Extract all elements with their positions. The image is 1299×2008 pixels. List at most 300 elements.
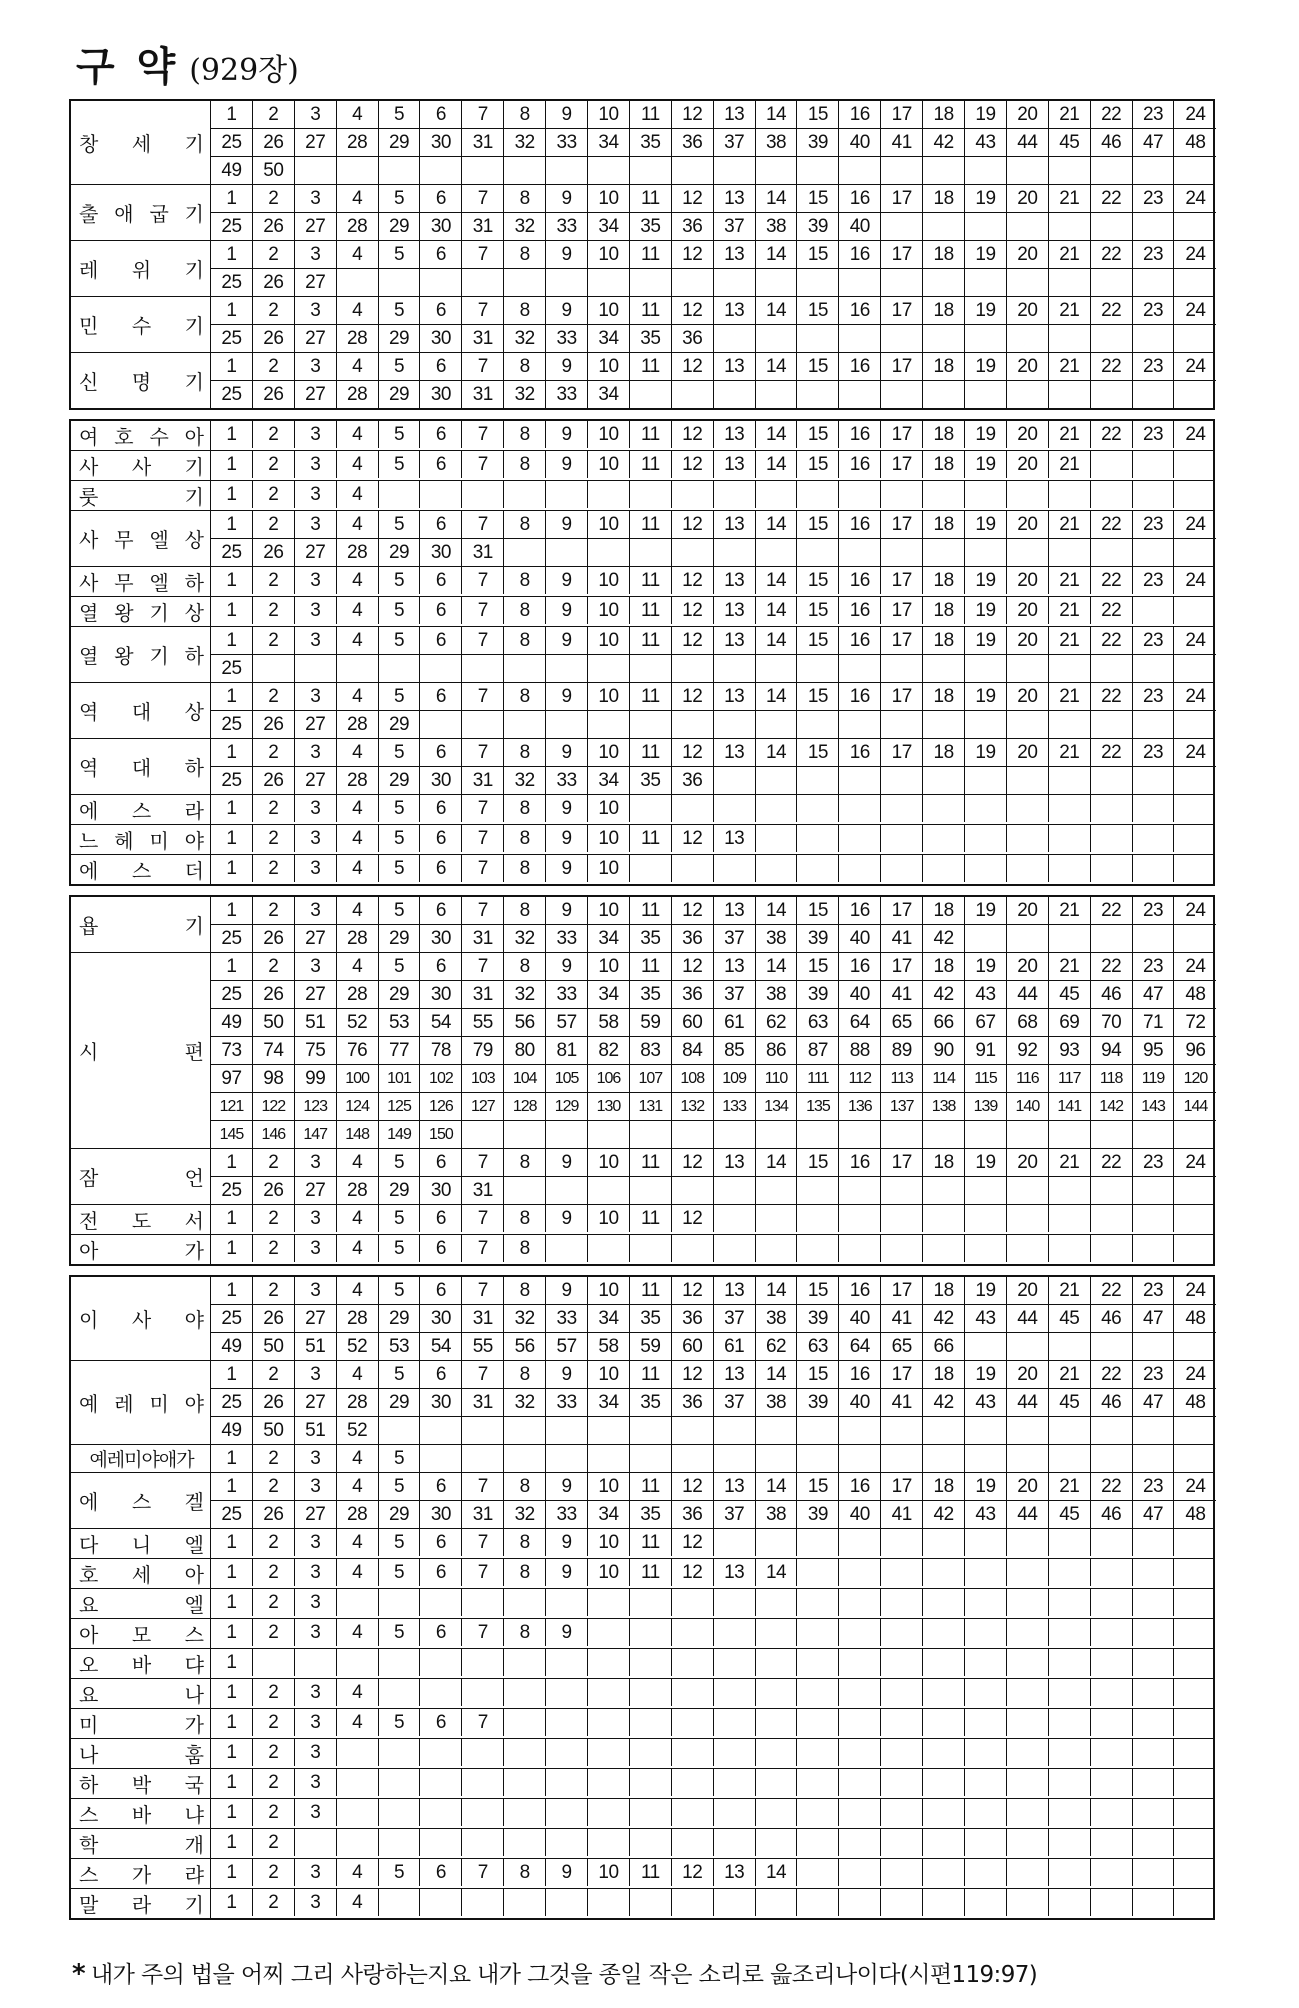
chapter-cell: 21 bbox=[1049, 567, 1091, 594]
chapter-cell: 10 bbox=[588, 825, 630, 852]
empty-cell bbox=[1049, 381, 1091, 408]
chapter-cell: 4 bbox=[337, 1473, 379, 1500]
chapter-cell: 11 bbox=[630, 825, 672, 852]
empty-cell bbox=[965, 655, 1007, 682]
empty-cell bbox=[462, 1799, 504, 1826]
chapter-cell: 28 bbox=[337, 711, 379, 738]
chapter-cell: 29 bbox=[379, 1501, 421, 1528]
empty-cell bbox=[965, 213, 1007, 240]
empty-cell bbox=[1049, 1559, 1091, 1586]
chapter-cell: 28 bbox=[337, 381, 379, 408]
book-name: 요 나 bbox=[71, 1679, 211, 1708]
chapter-cell: 7 bbox=[462, 1235, 504, 1262]
chapter-cell: 18 bbox=[923, 683, 965, 710]
chapter-cell: 41 bbox=[881, 1389, 923, 1416]
chapter-cell: 5 bbox=[379, 185, 421, 212]
chapter-cell: 4 bbox=[337, 1361, 379, 1388]
empty-cell bbox=[672, 1589, 714, 1616]
empty-cell bbox=[420, 1739, 462, 1766]
empty-cell bbox=[1174, 767, 1216, 794]
chapter-cell: 6 bbox=[420, 101, 462, 128]
empty-cell bbox=[1133, 1333, 1175, 1360]
empty-cell bbox=[672, 1829, 714, 1856]
chapter-cell: 28 bbox=[337, 1305, 379, 1332]
chapter-cell: 28 bbox=[337, 1389, 379, 1416]
chapter-cell: 10 bbox=[588, 421, 630, 448]
chapter-cell: 10 bbox=[588, 353, 630, 380]
chapter-cell: 22 bbox=[1091, 185, 1133, 212]
empty-cell bbox=[504, 1649, 546, 1676]
empty-cell bbox=[1049, 1333, 1091, 1360]
chapter-cell: 27 bbox=[295, 1305, 337, 1332]
chapter-cell: 30 bbox=[420, 1305, 462, 1332]
empty-cell bbox=[588, 1799, 630, 1826]
chapter-cell: 33 bbox=[546, 213, 588, 240]
chapter-cell: 8 bbox=[504, 1559, 546, 1586]
chapter-cell: 10 bbox=[588, 1277, 630, 1304]
empty-cell bbox=[881, 1709, 923, 1736]
chapter-cell: 2 bbox=[253, 1235, 295, 1262]
empty-cell bbox=[756, 481, 798, 508]
empty-cell bbox=[1133, 1205, 1175, 1232]
empty-cell bbox=[546, 1829, 588, 1856]
chapter-cell: 125 bbox=[379, 1093, 421, 1120]
chapter-cell: 22 bbox=[1091, 241, 1133, 268]
chapter-cell: 1 bbox=[211, 185, 253, 212]
empty-cell bbox=[630, 795, 672, 822]
chapter-cell: 20 bbox=[1007, 627, 1049, 654]
empty-cell bbox=[546, 1235, 588, 1262]
empty-cell bbox=[965, 1859, 1007, 1886]
chapter-cell: 23 bbox=[1133, 683, 1175, 710]
chapter-cell: 1 bbox=[211, 1205, 253, 1232]
chapter-cell: 30 bbox=[420, 325, 462, 352]
empty-cell bbox=[797, 711, 839, 738]
empty-cell bbox=[756, 1121, 798, 1148]
empty-cell bbox=[1007, 925, 1049, 952]
empty-cell bbox=[756, 1589, 798, 1616]
empty-cell bbox=[1133, 1829, 1175, 1856]
chapter-cell: 3 bbox=[295, 1235, 337, 1262]
chapter-cell: 33 bbox=[546, 381, 588, 408]
chapter-cell: 9 bbox=[546, 297, 588, 324]
empty-cell bbox=[1133, 655, 1175, 682]
empty-cell bbox=[756, 381, 798, 408]
chapter-cell: 11 bbox=[630, 511, 672, 538]
chapter-cell: 7 bbox=[462, 597, 504, 624]
chapter-cell: 6 bbox=[420, 795, 462, 822]
empty-cell bbox=[797, 1679, 839, 1706]
chapter-cell: 44 bbox=[1007, 1305, 1049, 1332]
chapter-cell: 38 bbox=[756, 925, 798, 952]
empty-cell bbox=[923, 539, 965, 566]
chapter-cell: 1 bbox=[211, 1799, 253, 1826]
chapter-cell: 1 bbox=[211, 1679, 253, 1706]
empty-cell bbox=[923, 1235, 965, 1262]
chapter-cell: 93 bbox=[1049, 1037, 1091, 1064]
empty-cell bbox=[1049, 157, 1091, 184]
chapter-cell: 11 bbox=[630, 297, 672, 324]
empty-cell bbox=[881, 1649, 923, 1676]
chapter-cell: 20 bbox=[1007, 739, 1049, 766]
empty-cell bbox=[839, 1445, 881, 1472]
chapter-cell: 37 bbox=[714, 129, 756, 156]
chapter-cell: 8 bbox=[504, 739, 546, 766]
empty-cell bbox=[379, 1799, 421, 1826]
empty-cell bbox=[881, 1121, 923, 1148]
chapter-cell: 19 bbox=[965, 1473, 1007, 1500]
chapter-cell: 4 bbox=[337, 597, 379, 624]
empty-cell bbox=[714, 1769, 756, 1796]
chapter-cell: 31 bbox=[462, 767, 504, 794]
chapter-cell: 80 bbox=[504, 1037, 546, 1064]
empty-cell bbox=[1091, 1679, 1133, 1706]
empty-cell bbox=[1049, 1739, 1091, 1766]
chapter-cell: 7 bbox=[462, 451, 504, 478]
chapter-cell: 27 bbox=[295, 129, 337, 156]
empty-cell bbox=[1007, 825, 1049, 852]
chapter-cell: 23 bbox=[1133, 185, 1175, 212]
chapter-cell: 14 bbox=[756, 421, 798, 448]
chapter-cell: 2 bbox=[253, 1889, 295, 1916]
chapter-cell: 4 bbox=[337, 1445, 379, 1472]
chapter-cell: 18 bbox=[923, 353, 965, 380]
chapter-cell: 46 bbox=[1091, 1389, 1133, 1416]
chapter-cell: 33 bbox=[546, 925, 588, 952]
empty-cell bbox=[797, 539, 839, 566]
chapter-cell: 38 bbox=[756, 1389, 798, 1416]
book-row bbox=[71, 1769, 1213, 1799]
empty-cell bbox=[965, 1333, 1007, 1360]
chapter-cell: 4 bbox=[337, 897, 379, 924]
chapter-cell: 5 bbox=[379, 597, 421, 624]
empty-cell bbox=[672, 1799, 714, 1826]
chapter-cell: 39 bbox=[797, 129, 839, 156]
empty-cell bbox=[881, 1205, 923, 1232]
empty-cell bbox=[1174, 539, 1216, 566]
empty-cell bbox=[923, 825, 965, 852]
chapter-cell: 37 bbox=[714, 1389, 756, 1416]
chapter-cell: 7 bbox=[462, 1205, 504, 1232]
empty-cell bbox=[1091, 1333, 1133, 1360]
empty-cell bbox=[839, 1177, 881, 1204]
chapter-cell: 21 bbox=[1049, 353, 1091, 380]
chapter-cell: 115 bbox=[965, 1065, 1007, 1092]
chapter-cell: 16 bbox=[839, 511, 881, 538]
empty-cell bbox=[839, 1769, 881, 1796]
chapter-cell: 25 bbox=[211, 129, 253, 156]
chapter-cell: 3 bbox=[295, 1709, 337, 1736]
chapter-cell: 27 bbox=[295, 1501, 337, 1528]
chapter-cell: 1 bbox=[211, 1769, 253, 1796]
empty-cell bbox=[1174, 157, 1216, 184]
chapter-cell: 21 bbox=[1049, 953, 1091, 980]
chapter-cell: 5 bbox=[379, 897, 421, 924]
chapter-cell: 15 bbox=[797, 739, 839, 766]
empty-cell bbox=[462, 1589, 504, 1616]
chapter-cell: 49 bbox=[211, 1009, 253, 1036]
chapter-cell: 21 bbox=[1049, 1277, 1091, 1304]
chapter-cell: 21 bbox=[1049, 627, 1091, 654]
chapter-cell: 67 bbox=[965, 1009, 1007, 1036]
empty-cell bbox=[420, 269, 462, 296]
empty-cell bbox=[337, 157, 379, 184]
empty-cell bbox=[714, 1177, 756, 1204]
empty-cell bbox=[1049, 825, 1091, 852]
empty-cell bbox=[1133, 481, 1175, 508]
chapter-cell: 130 bbox=[588, 1093, 630, 1120]
chapter-cell: 19 bbox=[965, 451, 1007, 478]
chapter-cell: 31 bbox=[462, 325, 504, 352]
empty-cell bbox=[756, 1205, 798, 1232]
chapter-cell: 18 bbox=[923, 597, 965, 624]
chapter-cell: 37 bbox=[714, 981, 756, 1008]
chapter-cell: 45 bbox=[1049, 1305, 1091, 1332]
empty-cell bbox=[923, 157, 965, 184]
empty-cell bbox=[546, 1889, 588, 1916]
chapter-cell: 15 bbox=[797, 683, 839, 710]
chapter-cell: 11 bbox=[630, 1859, 672, 1886]
empty-cell bbox=[462, 711, 504, 738]
empty-cell bbox=[630, 1649, 672, 1676]
chapter-cell: 17 bbox=[881, 1277, 923, 1304]
chapter-cell: 1 bbox=[211, 567, 253, 594]
empty-cell bbox=[630, 481, 672, 508]
empty-cell bbox=[337, 269, 379, 296]
empty-cell bbox=[672, 1649, 714, 1676]
empty-cell bbox=[1133, 855, 1175, 882]
chapter-cell: 82 bbox=[588, 1037, 630, 1064]
empty-cell bbox=[881, 157, 923, 184]
chapter-cell: 22 bbox=[1091, 1277, 1133, 1304]
empty-cell bbox=[504, 481, 546, 508]
chapter-cell: 17 bbox=[881, 353, 923, 380]
empty-cell bbox=[379, 157, 421, 184]
chapter-cell: 26 bbox=[253, 213, 295, 240]
chapter-cell: 19 bbox=[965, 597, 1007, 624]
chapter-cell: 18 bbox=[923, 1277, 965, 1304]
chapter-cell: 7 bbox=[462, 1709, 504, 1736]
chapter-cell: 16 bbox=[839, 1277, 881, 1304]
empty-cell bbox=[337, 1799, 379, 1826]
chapter-cell: 72 bbox=[1185, 1011, 1206, 1033]
empty-cell bbox=[965, 1649, 1007, 1676]
chapter-cell: 5 bbox=[379, 1709, 421, 1736]
empty-cell bbox=[714, 1445, 756, 1472]
empty-cell bbox=[756, 711, 798, 738]
chapter-cell: 47 bbox=[1133, 1389, 1175, 1416]
chapter-cell: 10 bbox=[588, 1149, 630, 1176]
chapter-cell: 11 bbox=[630, 683, 672, 710]
chapter-cell: 9 bbox=[546, 739, 588, 766]
chapter-cell: 14 bbox=[756, 1559, 798, 1586]
chapter-cell: 19 bbox=[965, 101, 1007, 128]
empty-cell bbox=[923, 1445, 965, 1472]
chapter-cell: 23 bbox=[1133, 953, 1175, 980]
empty-cell bbox=[1174, 1709, 1216, 1736]
empty-cell bbox=[1174, 711, 1216, 738]
empty-cell bbox=[1133, 795, 1175, 822]
chapter-cell: 17 bbox=[881, 451, 923, 478]
chapter-cell: 31 bbox=[462, 981, 504, 1008]
empty-cell bbox=[1007, 1333, 1049, 1360]
book-row bbox=[71, 511, 1213, 567]
empty-cell bbox=[881, 711, 923, 738]
chapter-cell: 10 bbox=[588, 683, 630, 710]
empty-cell bbox=[630, 157, 672, 184]
empty-cell bbox=[1049, 1799, 1091, 1826]
chapter-cell: 10 bbox=[588, 795, 630, 822]
chapter-cell: 57 bbox=[546, 1333, 588, 1360]
empty-cell bbox=[295, 655, 337, 682]
chapter-cell: 3 bbox=[295, 511, 337, 538]
empty-cell bbox=[881, 767, 923, 794]
chapter-cell: 41 bbox=[881, 129, 923, 156]
empty-cell bbox=[1091, 213, 1133, 240]
chapter-cell: 21 bbox=[1049, 1361, 1091, 1388]
book-row bbox=[71, 185, 1213, 241]
chapter-cell: 52 bbox=[337, 1009, 379, 1036]
empty-cell bbox=[839, 481, 881, 508]
chapter-cell: 27 bbox=[295, 325, 337, 352]
chapter-cell: 8 bbox=[504, 1235, 546, 1262]
chapter-cell: 1 bbox=[211, 1829, 253, 1856]
empty-cell bbox=[923, 213, 965, 240]
empty-cell bbox=[379, 1889, 421, 1916]
chapter-cell: 2 bbox=[253, 627, 295, 654]
chapter-cell: 38 bbox=[756, 1501, 798, 1528]
chapter-cell: 50 bbox=[253, 1333, 295, 1360]
chapter-cell: 22 bbox=[1091, 953, 1133, 980]
chapter-cell: 18 bbox=[923, 511, 965, 538]
chapter-cell: 52 bbox=[337, 1417, 379, 1444]
chapter-cell: 58 bbox=[588, 1333, 630, 1360]
empty-cell bbox=[1133, 1235, 1175, 1262]
empty-cell bbox=[965, 1829, 1007, 1856]
chapter-cell: 53 bbox=[379, 1333, 421, 1360]
empty-cell bbox=[881, 1679, 923, 1706]
chapter-cell: 9 bbox=[546, 1559, 588, 1586]
chapter-cell: 10 bbox=[588, 897, 630, 924]
chapter-cell: 44 bbox=[1007, 1389, 1049, 1416]
empty-cell bbox=[756, 1417, 798, 1444]
empty-cell bbox=[546, 1121, 588, 1148]
chapter-cell: 4 bbox=[337, 1277, 379, 1304]
chapter-cell: 25 bbox=[211, 1177, 253, 1204]
book-name: 예레미야애가 bbox=[71, 1445, 211, 1472]
chapter-cell: 12 bbox=[672, 353, 714, 380]
empty-cell bbox=[420, 1589, 462, 1616]
chapter-cell: 51 bbox=[295, 1417, 337, 1444]
empty-cell bbox=[1133, 1769, 1175, 1796]
empty-cell bbox=[1133, 1121, 1175, 1148]
empty-cell bbox=[1049, 1829, 1091, 1856]
chapter-cell: 30 bbox=[420, 213, 462, 240]
empty-cell bbox=[1049, 925, 1091, 952]
chapter-cell: 3 bbox=[295, 795, 337, 822]
chapter-cell: 12 bbox=[672, 1859, 714, 1886]
empty-cell bbox=[1049, 539, 1091, 566]
empty-cell bbox=[881, 1559, 923, 1586]
chapter-cell: 42 bbox=[923, 925, 965, 952]
empty-cell bbox=[1091, 711, 1133, 738]
empty-cell bbox=[756, 1829, 798, 1856]
empty-cell bbox=[630, 1589, 672, 1616]
empty-cell bbox=[797, 1121, 839, 1148]
chapter-cell: 35 bbox=[630, 767, 672, 794]
empty-cell bbox=[1091, 1417, 1133, 1444]
chapter-cell: 3 bbox=[295, 241, 337, 268]
footer-verse bbox=[72, 1956, 1222, 1989]
empty-cell bbox=[839, 795, 881, 822]
chapter-cell: 13 bbox=[714, 451, 756, 478]
chapter-cell: 3 bbox=[295, 185, 337, 212]
empty-cell bbox=[965, 795, 1007, 822]
empty-cell bbox=[1091, 1205, 1133, 1232]
empty-cell bbox=[630, 1739, 672, 1766]
empty-cell bbox=[1049, 767, 1091, 794]
chapter-cell: 15 bbox=[797, 297, 839, 324]
empty-cell bbox=[923, 1205, 965, 1232]
empty-cell bbox=[1007, 767, 1049, 794]
empty-cell bbox=[756, 1739, 798, 1766]
chapter-cell: 17 bbox=[881, 567, 923, 594]
empty-cell bbox=[1049, 1649, 1091, 1676]
empty-cell bbox=[588, 711, 630, 738]
chapter-cell: 3 bbox=[295, 1559, 337, 1586]
chapter-cell: 19 bbox=[965, 739, 1007, 766]
chapter-cell: 3 bbox=[295, 1445, 337, 1472]
chapter-cell: 11 bbox=[630, 101, 672, 128]
empty-cell bbox=[1133, 381, 1175, 408]
chapter-cell: 10 bbox=[588, 627, 630, 654]
empty-cell bbox=[672, 1121, 714, 1148]
chapter-cell: 4 bbox=[337, 1205, 379, 1232]
book-row bbox=[71, 297, 1213, 353]
chapter-cell: 35 bbox=[630, 129, 672, 156]
empty-cell bbox=[588, 1679, 630, 1706]
empty-cell bbox=[965, 1709, 1007, 1736]
empty-cell bbox=[1133, 213, 1175, 240]
chapter-cell: 19 bbox=[965, 353, 1007, 380]
chapter-cell: 109 bbox=[714, 1065, 756, 1092]
chapter-cell: 4 bbox=[337, 451, 379, 478]
chapter-cell: 33 bbox=[546, 1501, 588, 1528]
book-row bbox=[71, 1679, 1213, 1709]
chapter-cell: 12 bbox=[672, 511, 714, 538]
chapter-cell: 26 bbox=[253, 539, 295, 566]
chapter-cell: 128 bbox=[504, 1093, 546, 1120]
empty-cell bbox=[839, 157, 881, 184]
chapter-cell: 20 bbox=[1007, 511, 1049, 538]
book-group bbox=[69, 895, 1215, 1266]
empty-cell bbox=[546, 1709, 588, 1736]
chapter-cell: 12 bbox=[672, 597, 714, 624]
empty-cell bbox=[420, 1769, 462, 1796]
empty-cell bbox=[630, 1177, 672, 1204]
book-row bbox=[71, 1739, 1213, 1769]
empty-cell bbox=[1007, 1445, 1049, 1472]
chapter-cell: 4 bbox=[337, 421, 379, 448]
book-row bbox=[71, 1859, 1213, 1889]
empty-cell bbox=[630, 1445, 672, 1472]
chapter-cell: 7 bbox=[462, 1859, 504, 1886]
chapter-cell: 3 bbox=[295, 953, 337, 980]
chapter-cell: 4 bbox=[337, 297, 379, 324]
chapter-cell: 16 bbox=[839, 739, 881, 766]
chapter-cell: 83 bbox=[630, 1037, 672, 1064]
empty-cell bbox=[839, 1889, 881, 1916]
